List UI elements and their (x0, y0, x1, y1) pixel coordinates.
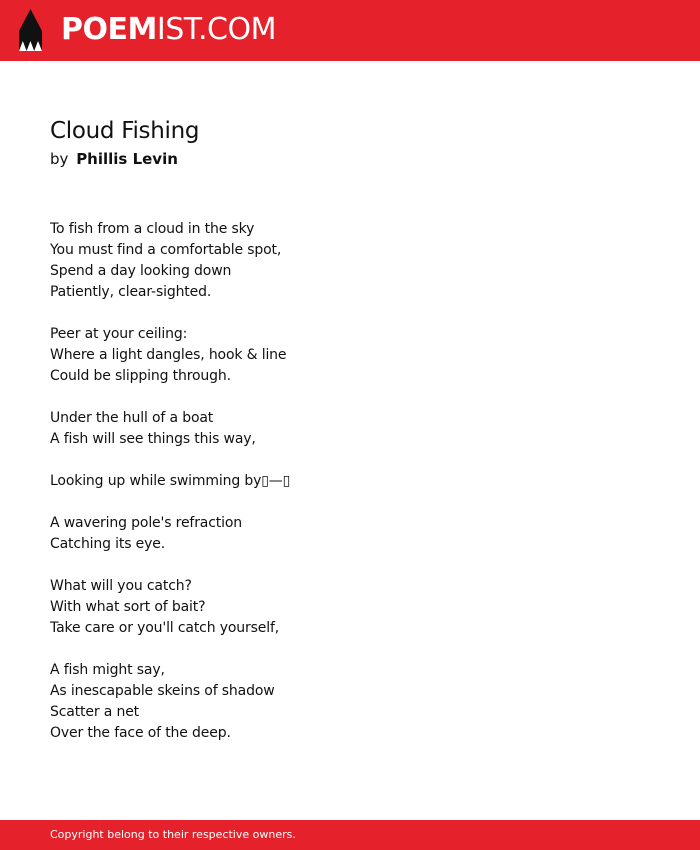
stanza (50, 660, 650, 744)
copyright-text: Copyright belong to their respective owners. (50, 828, 296, 841)
stanza (50, 324, 650, 387)
poem-line: To fish from a cloud in the sky (50, 221, 255, 237)
poem-body (50, 219, 650, 765)
poem-line: Catching its eye. (50, 536, 166, 552)
poem-line: A fish might say, (50, 662, 165, 678)
site-header (0, 0, 700, 61)
author-name: Phillis Levin (76, 150, 178, 168)
poem-line: With what sort of bait? (50, 599, 206, 615)
stanza (50, 408, 650, 450)
poem-line: Take care or you'll catch yourself, (50, 620, 280, 636)
logo-light-text: IST.COM (156, 12, 276, 47)
stanza (50, 471, 650, 492)
byline (50, 149, 178, 169)
poem-line: A fish will see things this way, (50, 431, 256, 447)
pencil-icon[interactable] (17, 9, 44, 51)
poem-line: Spend a day looking down (50, 263, 232, 279)
stanza (50, 219, 650, 303)
poem-line: A wavering pole's refraction (50, 515, 242, 531)
poem-line: Where a light dangles, hook & line (50, 347, 287, 363)
poem-line: As inescapable skeins of shadow (50, 683, 275, 699)
poem-line: Looking up while swimming by▯—▯ (50, 473, 291, 489)
poem-line: Could be slipping through. (50, 368, 231, 384)
poem-line: Under the hull of a boat (50, 410, 214, 426)
poem-line: Over the face of the deep. (50, 725, 231, 741)
site-logo[interactable] (61, 11, 276, 49)
by-label: by (50, 150, 69, 168)
logo-bold-text: POEM (61, 12, 157, 47)
poem-title: Cloud Fishing (50, 118, 200, 144)
poem-line: Peer at your ceiling: (50, 326, 188, 342)
poem-line: Scatter a net (50, 704, 140, 720)
poem-line: What will you catch? (50, 578, 192, 594)
stanza (50, 513, 650, 555)
poem-line: Patiently, clear-sighted. (50, 284, 212, 300)
stanza (50, 576, 650, 639)
poem-line: You must find a comfortable spot, (50, 242, 282, 258)
site-footer (0, 820, 700, 850)
